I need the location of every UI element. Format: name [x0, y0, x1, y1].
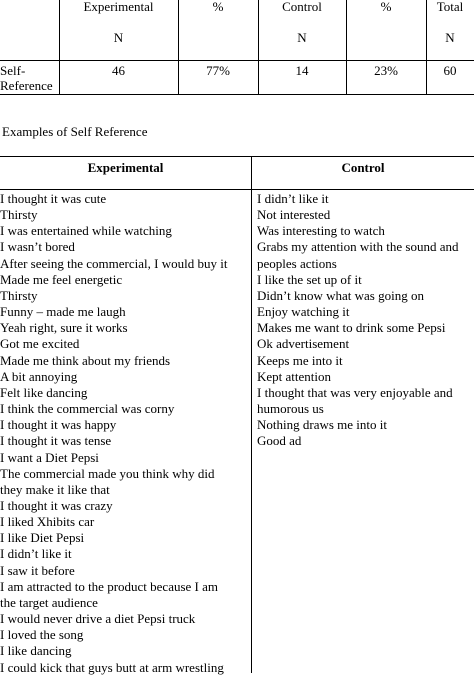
- header-control-n: N: [297, 30, 307, 45]
- control-example: I didn’t like it: [257, 191, 329, 206]
- value-experimental-n: 46: [112, 63, 125, 78]
- experimental-example: Felt like dancing: [0, 384, 88, 400]
- examples-top-rule: [0, 156, 474, 157]
- experimental-example: Thirsty: [0, 287, 38, 303]
- experimental-example: Made me feel energetic: [0, 271, 123, 287]
- experimental-example: I liked Xhibits car: [0, 514, 95, 530]
- control-example: Nothing draws me into it: [257, 417, 387, 433]
- experimental-example: they make it like that: [0, 481, 110, 497]
- experimental-example: I like dancing: [0, 643, 72, 659]
- experimental-example: Made me think about my friends: [0, 352, 171, 368]
- value-control-percent: 23%: [374, 63, 398, 78]
- summary-col-divider: [258, 0, 259, 95]
- control-example: Didn’t know what was going on: [257, 287, 424, 303]
- examples-header-rule: [0, 189, 474, 190]
- experimental-example: Funny – made me laugh: [0, 304, 126, 320]
- experimental-example: I wasn’t bored: [0, 239, 75, 255]
- control-example: Grabs my attention with the sound and: [257, 239, 459, 255]
- experimental-example: A bit annoying: [0, 368, 78, 384]
- control-example: Ok advertisement: [257, 336, 350, 352]
- control-example: Makes me want to drink some Pepsi: [257, 320, 446, 336]
- experimental-example: the target audience: [0, 594, 98, 610]
- header-control: Control: [282, 0, 322, 14]
- summary-col-divider: [426, 0, 427, 95]
- examples-header-control: Control: [341, 160, 385, 175]
- experimental-example: Thirsty: [0, 207, 38, 223]
- control-example: Kept attention: [257, 368, 332, 384]
- control-example: Not interested: [257, 207, 331, 223]
- control-example: peoples actions: [257, 255, 337, 271]
- experimental-example: I saw it before: [0, 562, 75, 578]
- header-total-n: N: [445, 30, 455, 45]
- header-experimental: Experimental: [83, 0, 154, 14]
- summary-table-bottom-rule: [0, 94, 474, 95]
- experimental-example: I want a Diet Pepsi: [0, 449, 99, 465]
- experimental-example: I like Diet Pepsi: [0, 530, 85, 546]
- experimental-example: I loved the song: [0, 627, 84, 643]
- experimental-example: After seeing the commercial, I would buy it: [0, 255, 228, 271]
- experimental-example: I was entertained while watching: [0, 223, 172, 239]
- examples-header-experimental: Experimental: [87, 160, 164, 175]
- experimental-example: I didn’t like it: [0, 546, 72, 562]
- header-total: Total: [436, 0, 464, 14]
- experimental-example: I think the commercial was corny: [0, 401, 175, 417]
- control-example: Was interesting to watch: [257, 223, 385, 239]
- control-example: Good ad: [257, 433, 302, 449]
- experimental-example: I thought it was tense: [0, 433, 112, 449]
- value-experimental-percent: 77%: [206, 63, 230, 78]
- experimental-example: I could kick that guys butt at arm wrestling: [0, 659, 224, 675]
- control-example: Enjoy watching it: [257, 304, 350, 320]
- header-percent-control: %: [380, 0, 392, 14]
- examples-col-divider: [251, 156, 252, 673]
- experimental-example: I thought it was happy: [0, 417, 117, 433]
- experimental-example: Got me excited: [0, 336, 80, 352]
- examples-caption: Examples of Self Reference: [2, 124, 148, 139]
- experimental-example: Yeah right, sure it works: [0, 320, 128, 336]
- control-example: I thought that was very enjoyable and: [257, 384, 453, 400]
- experimental-example: I thought it was cute: [0, 191, 107, 206]
- summary-col-divider: [59, 0, 60, 95]
- experimental-example: I thought it was crazy: [0, 497, 113, 513]
- experimental-example: The commercial made you think why did: [0, 465, 215, 481]
- value-control-n: 14: [295, 63, 309, 78]
- header-experimental-n: N: [113, 30, 124, 45]
- experimental-example: I am attracted to the product because I am: [0, 578, 219, 594]
- control-examples-list: [257, 191, 474, 450]
- experimental-examples-list: [0, 191, 250, 676]
- control-example: Keeps me into it: [257, 352, 343, 368]
- summary-table-mid-rule: [0, 60, 474, 61]
- summary-col-divider: [178, 0, 179, 95]
- control-example: I like the set up of it: [257, 271, 362, 287]
- summary-col-divider: [346, 0, 347, 95]
- value-total-n: 60: [443, 63, 457, 78]
- row-label-line2: Reference: [0, 78, 53, 93]
- row-label-line1: Self-: [0, 63, 26, 78]
- control-example: humorous us: [257, 401, 324, 417]
- summary-table: [0, 0, 474, 95]
- header-percent-experimental: %: [212, 0, 224, 14]
- experimental-example: I would never drive a diet Pepsi truck: [0, 611, 196, 627]
